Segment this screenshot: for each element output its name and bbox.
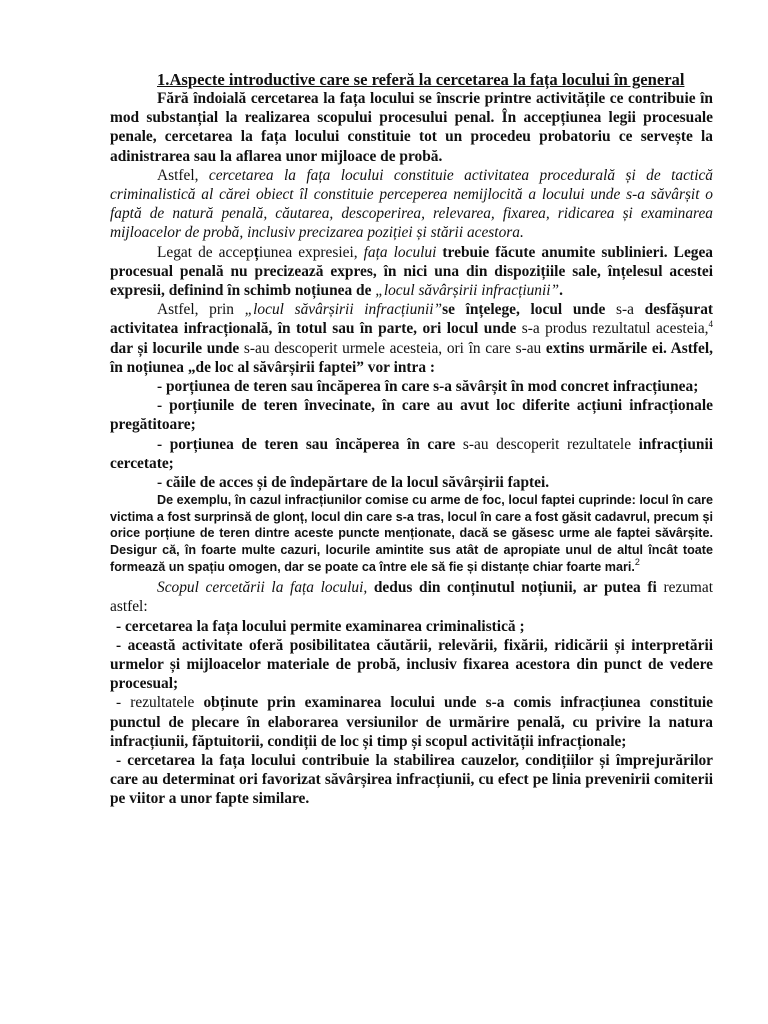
section-heading: 1.Aspecte introductive care se referă la cercetarea la fața locului în general (157, 70, 685, 89)
list-item-part: obținute prin examinarea locului unde s-a comis infracțiunea constituie punctul de plecare în elaborarea versiunilor de urmărire penală, cu privire la natura infracțiunii, făptuitorii, condiții de loc și timp și scopul activității infracționale; (110, 694, 713, 750)
footnote-ref-4[interactable]: 4 (708, 319, 713, 330)
paragraph-location (110, 300, 713, 377)
list-item-part: - porțiunea de teren sau încăperea în care (157, 435, 463, 453)
loc-part-e: desfășurat activitatea infracțională, în totul sau în parte, ori locul unde (110, 301, 714, 338)
loc-part-h: s-au descoperit urmele acesteia, ori în care s-au (243, 339, 542, 357)
purpose-term: Scopul cercetării la fața locului, (157, 579, 368, 597)
list-item (110, 435, 713, 473)
footnote-ref-2[interactable]: 2 (634, 556, 640, 567)
list-item: - cercetarea la fața locului permite examinarea criminalistică ; (116, 617, 525, 635)
list-item: - căile de acces și de îndepărtare de la locul săvârșirii faptei. (157, 474, 550, 492)
expr-part-a: Legat de accep (157, 243, 254, 261)
loc-part-i: extins urmările ei. Astfel, în noțiunea „de loc al săvârșirii faptei” vor intra : (110, 339, 713, 376)
loc-part-f: s-a produs rezultatul acesteia, (521, 320, 709, 338)
expr-term-locul: „locul săvârșirii infracțiunii” (375, 282, 560, 300)
expr-part-e: trebuie făcute anumite sublinieri. Legea procesual penală nu precizează expres, în nici una din dispozițiile sale, înțelesul acestei expresii, definind în schimb noțiunea de (110, 243, 713, 300)
document-page (110, 70, 713, 809)
list-item: - porțiunile de teren învecinate, în care au avut loc diferite acțiuni infracționale pregătitoare; (110, 397, 713, 434)
paragraph-intro: Fără îndoială cercetarea la fața locului se înscrie printre activitățile ce contribuie în mod substanțial la realizarea scopului procesului penal. În accepțiunea legii procesuale penale, cercetarea la fața locului constituie tot un procedeu probatoriu ce servește la adinistrarea sau la aflarea unor mijloace de probă. (110, 90, 713, 165)
list-item-part: infracțiunii cercetate; (110, 435, 713, 472)
paragraph-purpose (110, 578, 713, 616)
definition-text: cercetarea la fața locului constituie activitatea procedurală și de tactică criminalistică al cărei obiect îl constituie perceperea nemijlocită a locului unde s-a săvârșit o faptă de natură penală, căutarea, descoperirea, relevarea, fixarea, ridicarea și examinarea mijloacelor de probă, inclusiv precizarea poziției și stării acestora. (110, 166, 714, 242)
example-text: De exemplu, în cazul infracțiunilor comise cu arme de foc, locul faptei cuprinde: locul în care victima a fost surprinsă de glonț, locul din care s-a tras, locul în care a fost găsit cadavrul, precum și orice porțiune de teren dintre aceste puncte menționate, dacă se găsesc urme ale faptei săvârșite. Desigur că, în foarte multe cazuri, locurile amintite sus atât de apropiate unul de altul încât toate formează un spațiu omogen, dar se poate ca între ele să fie și distanțe chiar foarte mari. (110, 493, 713, 574)
loc-part-c: se înțelege, locul unde (442, 301, 616, 319)
list-item-part: s-au descoperit rezultatele (462, 435, 632, 453)
expr-part-b: ț (253, 243, 259, 261)
expr-part-c: iunea expresiei, (258, 243, 364, 261)
paragraph-definition (110, 166, 713, 243)
list-item: - cercetarea la fața locului contribuie la stabilirea cauzelor, condițiilor și împrejurărilor care au determinat ori favorizat săvârșirea infracțiunii, cu efect pe linia prevenirii comiterii pe viitor a unor fapte similare. (110, 752, 713, 808)
expr-part-g: . (559, 282, 563, 300)
loc-part-a: Astfel, prin (157, 301, 245, 319)
loc-part-d: s-a (616, 301, 634, 319)
purpose-part-c: rezumat astfel: (110, 579, 713, 616)
list-item (110, 693, 713, 751)
example-paragraph (110, 492, 713, 575)
purpose-part-b: dedus din conținutul noțiunii, ar putea fi (367, 579, 664, 597)
loc-term: „locul săvârșirii infracțiunii” (244, 301, 443, 319)
list-item: - această activitate oferă posibilitatea căutării, relevării, fixării, ridicării și interpretării urmelor și mijloacelor materiale de probă, inclusiv fixarea acestora din punct de vedere procesual; (110, 636, 713, 693)
loc-part-g: dar și locurile unde (110, 339, 244, 357)
expr-term-fata-locului: fața locului (363, 243, 437, 261)
list-item-part: - rezultatele (116, 694, 204, 712)
list-item: - porțiunea de teren sau încăperea în care s-a săvârșit în mod concret infracțiunea; (157, 378, 699, 396)
definition-lead: Astfel, (157, 166, 209, 184)
paragraph-expression (110, 243, 713, 301)
